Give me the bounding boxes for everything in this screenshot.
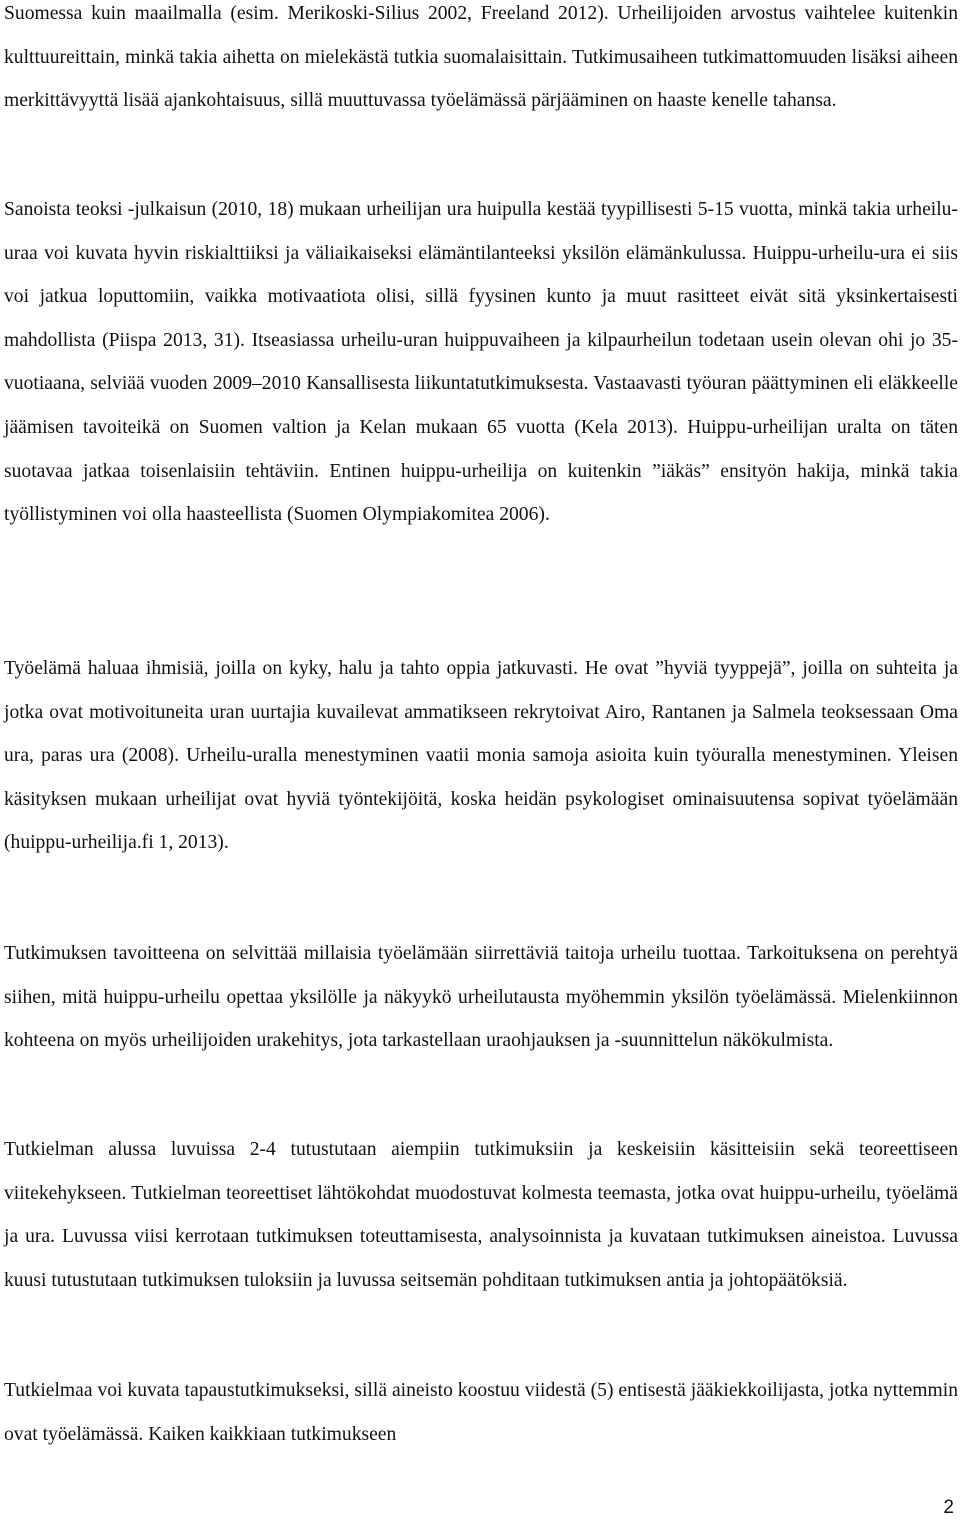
paragraph-working-life: Työelämä haluaa ihmisiä, joilla on kyky, halu ja tahto oppia jatkuvasti. He ovat ”hyviä tyyppejä”, joilla on suhteita ja jotka ovat motivoituneita uran uurtajia kuvailevat ammatikseen rekrytoivat Airo, Rantanen ja Salmela teoksessaan Oma ura, paras ura (2008). Urheilu-uralla menestyminen vaatii monia samoja asioita kuin työuralla menestyminen. Yleisen käsityksen mukaan urheilijat ovat hyviä työntekijöitä, koska heidän psykologiset ominaisuutensa sopivat työelämään (huippu-urheilija.fi 1, 2013). xyxy=(4,658,958,854)
paragraph-case-study: Tutkielmaa voi kuvata tapaustutkimukseksi, sillä aineisto koostuu viidestä (5) entisestä jääkiekkoilijasta, jotka nyttemmin ovat työelämässä. Kaiken kaikkiaan tutkimukseen xyxy=(4,1380,958,1445)
paragraph-athlete-career: Sanoista teoksi -julkaisun (2010, 18) mukaan urheilijan ura huipulla kestää tyypillisesti 5-15 vuotta, minkä takia urheilu-uraa voi kuvata hyvin riskialttiiksi ja väliaikaiseksi elämäntilanteeksi yksilön elämänkulussa. Huippu-urheilu-ura ei siis voi jatkua loputtomiin, vaikka motivaatiota olisi, sillä fyysinen kunto ja muut rasitteet eivät sitä yksinkertaisesti mahdollista (Piispa 2013, 31). Itseasiassa urheilu-uran huippuvaiheen ja kilpaurheilun todetaan usein olevan ohi jo 35-vuotiaana, selviää vuoden 2009–2010 Kansallisesta liikuntatutkimuksesta. Vastaavasti työuran päättyminen eli eläkkeelle jäämisen tavoiteikä on Suomen valtion ja Kelan mukaan 65 vuotta (Kela 2013). Huippu-urheilijan uralta on täten suotavaa jatkaa toisenlaisiin tehtäviin. Entinen huippu-urheilija on kuitenkin ”iäkäs” ensityön hakija, minkä takia työllistyminen voi olla haasteellista (Suomen Olympiakomitea 2006). xyxy=(4,199,958,526)
paragraph-thesis-structure: Tutkielman alussa luvuissa 2-4 tutustutaan aiempiin tutkimuksiin ja keskeisiin käsitteisiin sekä teoreettiseen viitekehykseen. Tutkielman teoreettiset lähtökohdat muodostuvat kolmesta teemasta, jotka ovat huippu-urheilu, työelämä ja ura. Luvussa viisi kerrotaan tutkimuksen toteuttamisesta, analysoinnista ja kuvataan tutkimuksen aineistoa. Luvussa kuusi tutustutaan tutkimuksen tuloksiin ja luvussa seitsemän pohditaan tutkimuksen antia ja johtopäätöksiä. xyxy=(4,1139,958,1291)
page-number: 2 xyxy=(943,1497,954,1518)
paragraph-intro-continuation: Suomessa kuin maailmalla (esim. Merikoski-Silius 2002, Freeland 2012). Urheilijoiden arvostus vaihtelee kuitenkin kulttuureittain, minkä takia aihetta on mielekästä tutkia suomalaisittain. Tutkimusaiheen tutkimattomuuden lisäksi aiheen merkittävyyttä lisää ajankohtaisuus, sillä muuttuvassa työelämässä pärjääminen on haaste kenelle tahansa. xyxy=(4,3,958,112)
paragraph-research-goal: Tutkimuksen tavoitteena on selvittää millaisia työelämään siirrettäviä taitoja urheilu tuottaa. Tarkoituksena on perehtyä siihen, mitä huippu-urheilu opettaa yksilölle ja näkyykö urheilutausta myöhemmin yksilön työelämässä. Mielenkiinnon kohteena on myös urheilijoiden urakehitys, jota tarkastellaan uraohjauksen ja -suunnittelun näkökulmista. xyxy=(4,943,958,1052)
